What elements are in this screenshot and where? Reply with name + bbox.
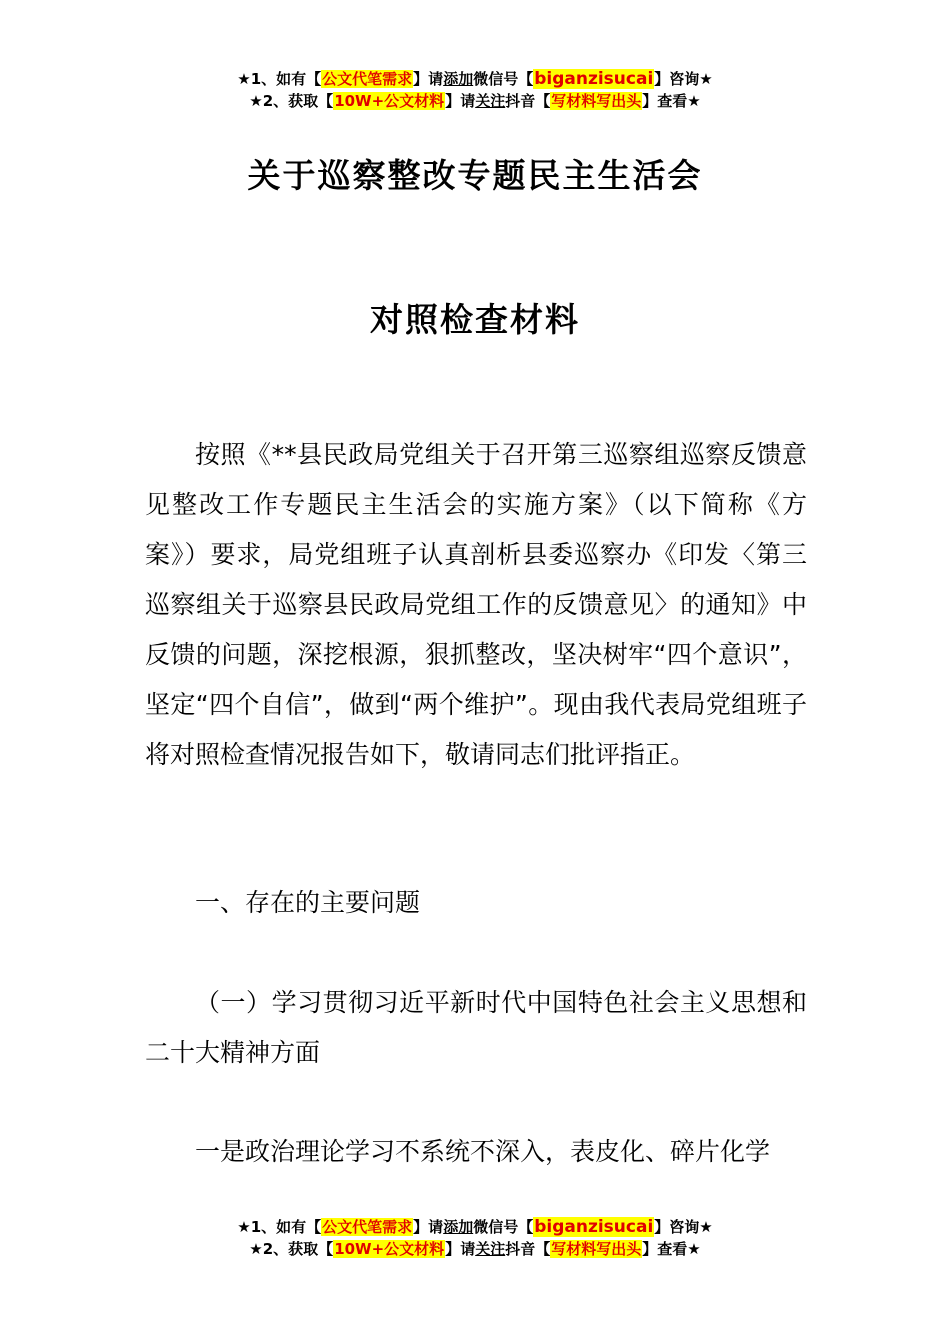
banner-text: ★2、获取【 [249, 1240, 334, 1258]
header-banner [0, 68, 950, 112]
banner-text: 】请 [413, 1218, 444, 1236]
banner-line-1 [0, 68, 950, 90]
banner-wechat-id: biganzisucai [534, 1217, 654, 1237]
intro-paragraph-text: 按照《**县民政局党组关于召开第三巡察组巡察反馈意见整改工作专题民主生活会的实施方案》（以下简称《方案》）要求，局党组班子认真剖析县委巡察办《印发〈第三巡察组关于巡察县民政局党组工作的反馈意见〉的通知》中反馈的问题，深挖根源，狠抓整改，坚决树牢“四个意识”，坚定“四个自信”，做到“两个维护”。现由我代表局党组班子将对照检查情况报告如下，敬请同志们批评指正。 [145, 440, 807, 769]
banner-wechat-id: biganzisucai [534, 69, 654, 89]
banner-text: 】请 [413, 70, 444, 88]
banner-text: 】咨询★ [654, 1218, 713, 1236]
banner-text: 】查看★ [642, 1240, 701, 1258]
banner-douyin-id: 写材料写出头 [551, 1240, 642, 1258]
intro-paragraph [145, 430, 807, 780]
banner-text: 微信号【 [473, 70, 534, 88]
section-heading-text: 一、存在的主要问题 [195, 888, 421, 917]
banner-text: 抖音【 [505, 92, 551, 110]
banner-text: 】请 [445, 92, 476, 110]
banner-underline: 添加 [443, 1218, 474, 1236]
banner-text: 】查看★ [642, 92, 701, 110]
section-heading [145, 878, 807, 928]
banner-line-2 [0, 90, 950, 112]
point-paragraph-text: 一是政治理论学习不系统不深入，表皮化、碎片化学 [195, 1137, 771, 1166]
banner-text: 微信号【 [473, 1218, 534, 1236]
banner-underline: 关注 [475, 92, 506, 110]
banner-highlight: 公文代笔需求 [322, 1218, 413, 1236]
banner-text: ★1、如有【 [237, 70, 322, 88]
banner-douyin-id: 写材料写出头 [551, 92, 642, 110]
document-title-line-2: 对照检查材料 [370, 300, 580, 339]
footer-banner [0, 1216, 950, 1260]
banner-text: 】请 [445, 1240, 476, 1258]
banner-highlight: 10W+公文材料 [334, 92, 445, 110]
banner-text: 】咨询★ [654, 70, 713, 88]
banner-underline: 关注 [475, 1240, 506, 1258]
document-title-line-1: 关于巡察整改专题民主生活会 [247, 156, 703, 195]
banner-text: ★1、如有【 [237, 1218, 322, 1236]
banner-underline: 添加 [443, 70, 474, 88]
banner-highlight: 10W+公文材料 [334, 1240, 445, 1258]
subsection-heading [145, 978, 807, 1078]
banner-highlight: 公文代笔需求 [322, 70, 413, 88]
banner-text: ★2、获取【 [249, 92, 334, 110]
banner-line-2 [0, 1238, 950, 1260]
banner-text: 抖音【 [505, 1240, 551, 1258]
point-paragraph [145, 1127, 807, 1177]
subsection-heading-text: （一）学习贯彻习近平新时代中国特色社会主义思想和二十大精神方面 [145, 988, 807, 1067]
banner-line-1 [0, 1216, 950, 1238]
